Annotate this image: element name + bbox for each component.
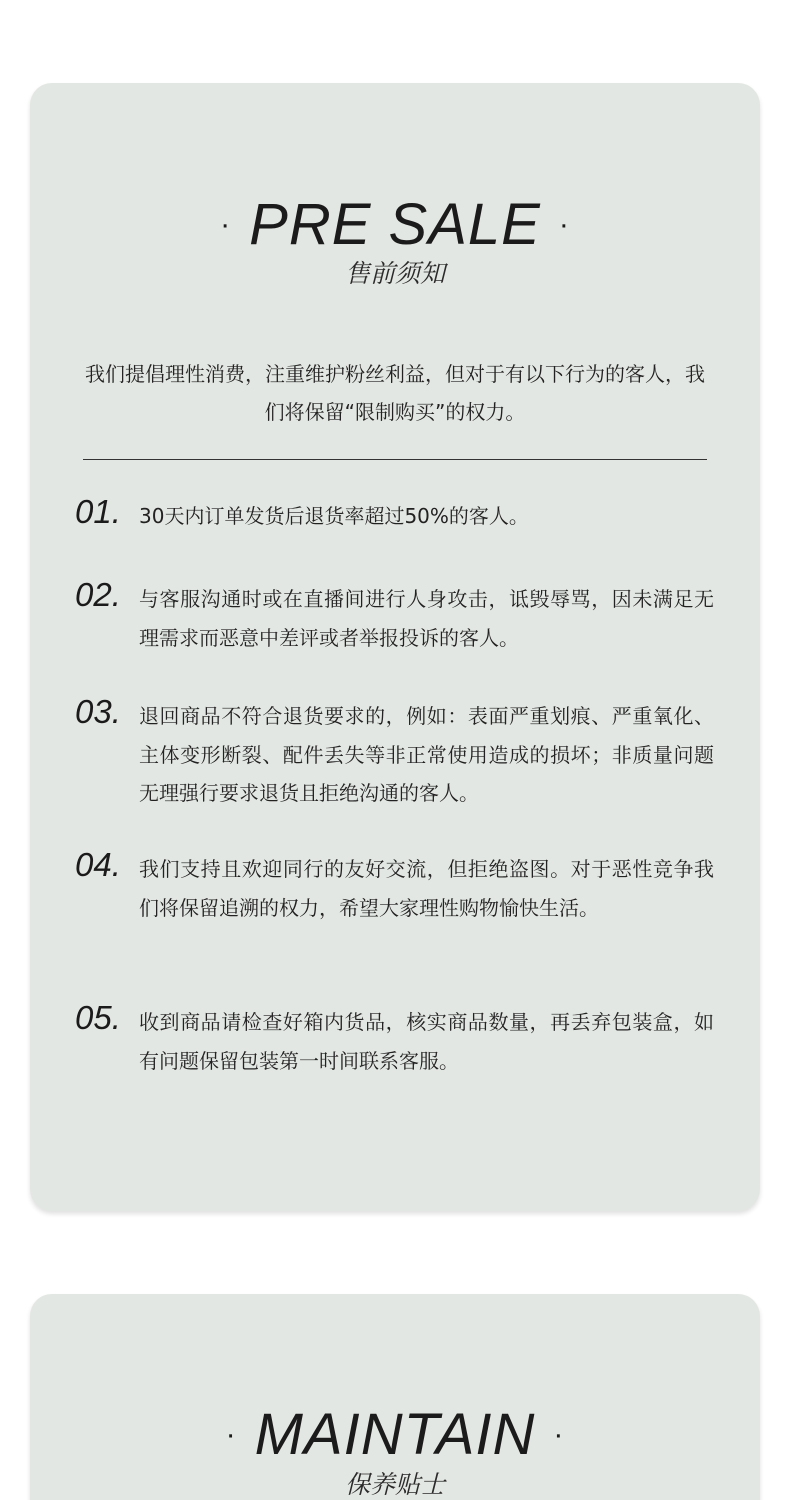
- presale-intro: 我们提倡理性消费，注重维护粉丝利益，但对于有以下行为的客人，我们将保留“限制购买”的权力。: [85, 362, 705, 424]
- rule-text: 退回商品不符合退货要求的，例如：表面严重划痕、严重氧化、主体变形断裂、配件丢失等非正常使用造成的损坏；非质量问题无理强行要求退货且拒绝沟通的客人。: [139, 704, 714, 805]
- rule-text: 与客服沟通时或在直播间进行人身攻击，诋毁辱骂，因未满足无理需求而恶意中差评或者举报投诉的客人。: [139, 587, 714, 650]
- rule-number: 05.: [75, 999, 121, 1036]
- maintain-subtitle: 保养贴士: [344, 1470, 445, 1499]
- rule-number: 03.: [75, 693, 121, 730]
- title-dot-right: ·: [558, 207, 570, 241]
- title-dot-right: ·: [553, 1417, 565, 1451]
- title-dot-left: ·: [220, 207, 232, 241]
- rule-number: 01.: [75, 493, 121, 530]
- presale-subtitle: 售前须知: [344, 259, 445, 288]
- rule-number: 02.: [75, 576, 121, 613]
- maintain-title-text: MAINTAIN: [254, 1402, 536, 1467]
- presale-card: [30, 83, 760, 1211]
- rule-text: 收到商品请检查好箱内货品，核实商品数量，再丢弃包装盒，如有问题保留包装第一时间联系客服。: [139, 1010, 714, 1073]
- rule-text: 30天内订单发货后退货率超过50%的客人。: [139, 504, 529, 528]
- presale-title-text: PRE SALE: [249, 192, 541, 257]
- title-dot-left: ·: [225, 1417, 237, 1451]
- rule-number: 04.: [75, 846, 121, 883]
- divider: [83, 459, 707, 460]
- maintain-card: [30, 1294, 760, 1500]
- maintain-title: [30, 1402, 760, 1467]
- rule-text: 我们支持且欢迎同行的友好交流，但拒绝盗图。对于恶性竞争我们将保留追溯的权力，希望大家理性购物愉快生活。: [139, 857, 714, 920]
- presale-title: [30, 192, 760, 257]
